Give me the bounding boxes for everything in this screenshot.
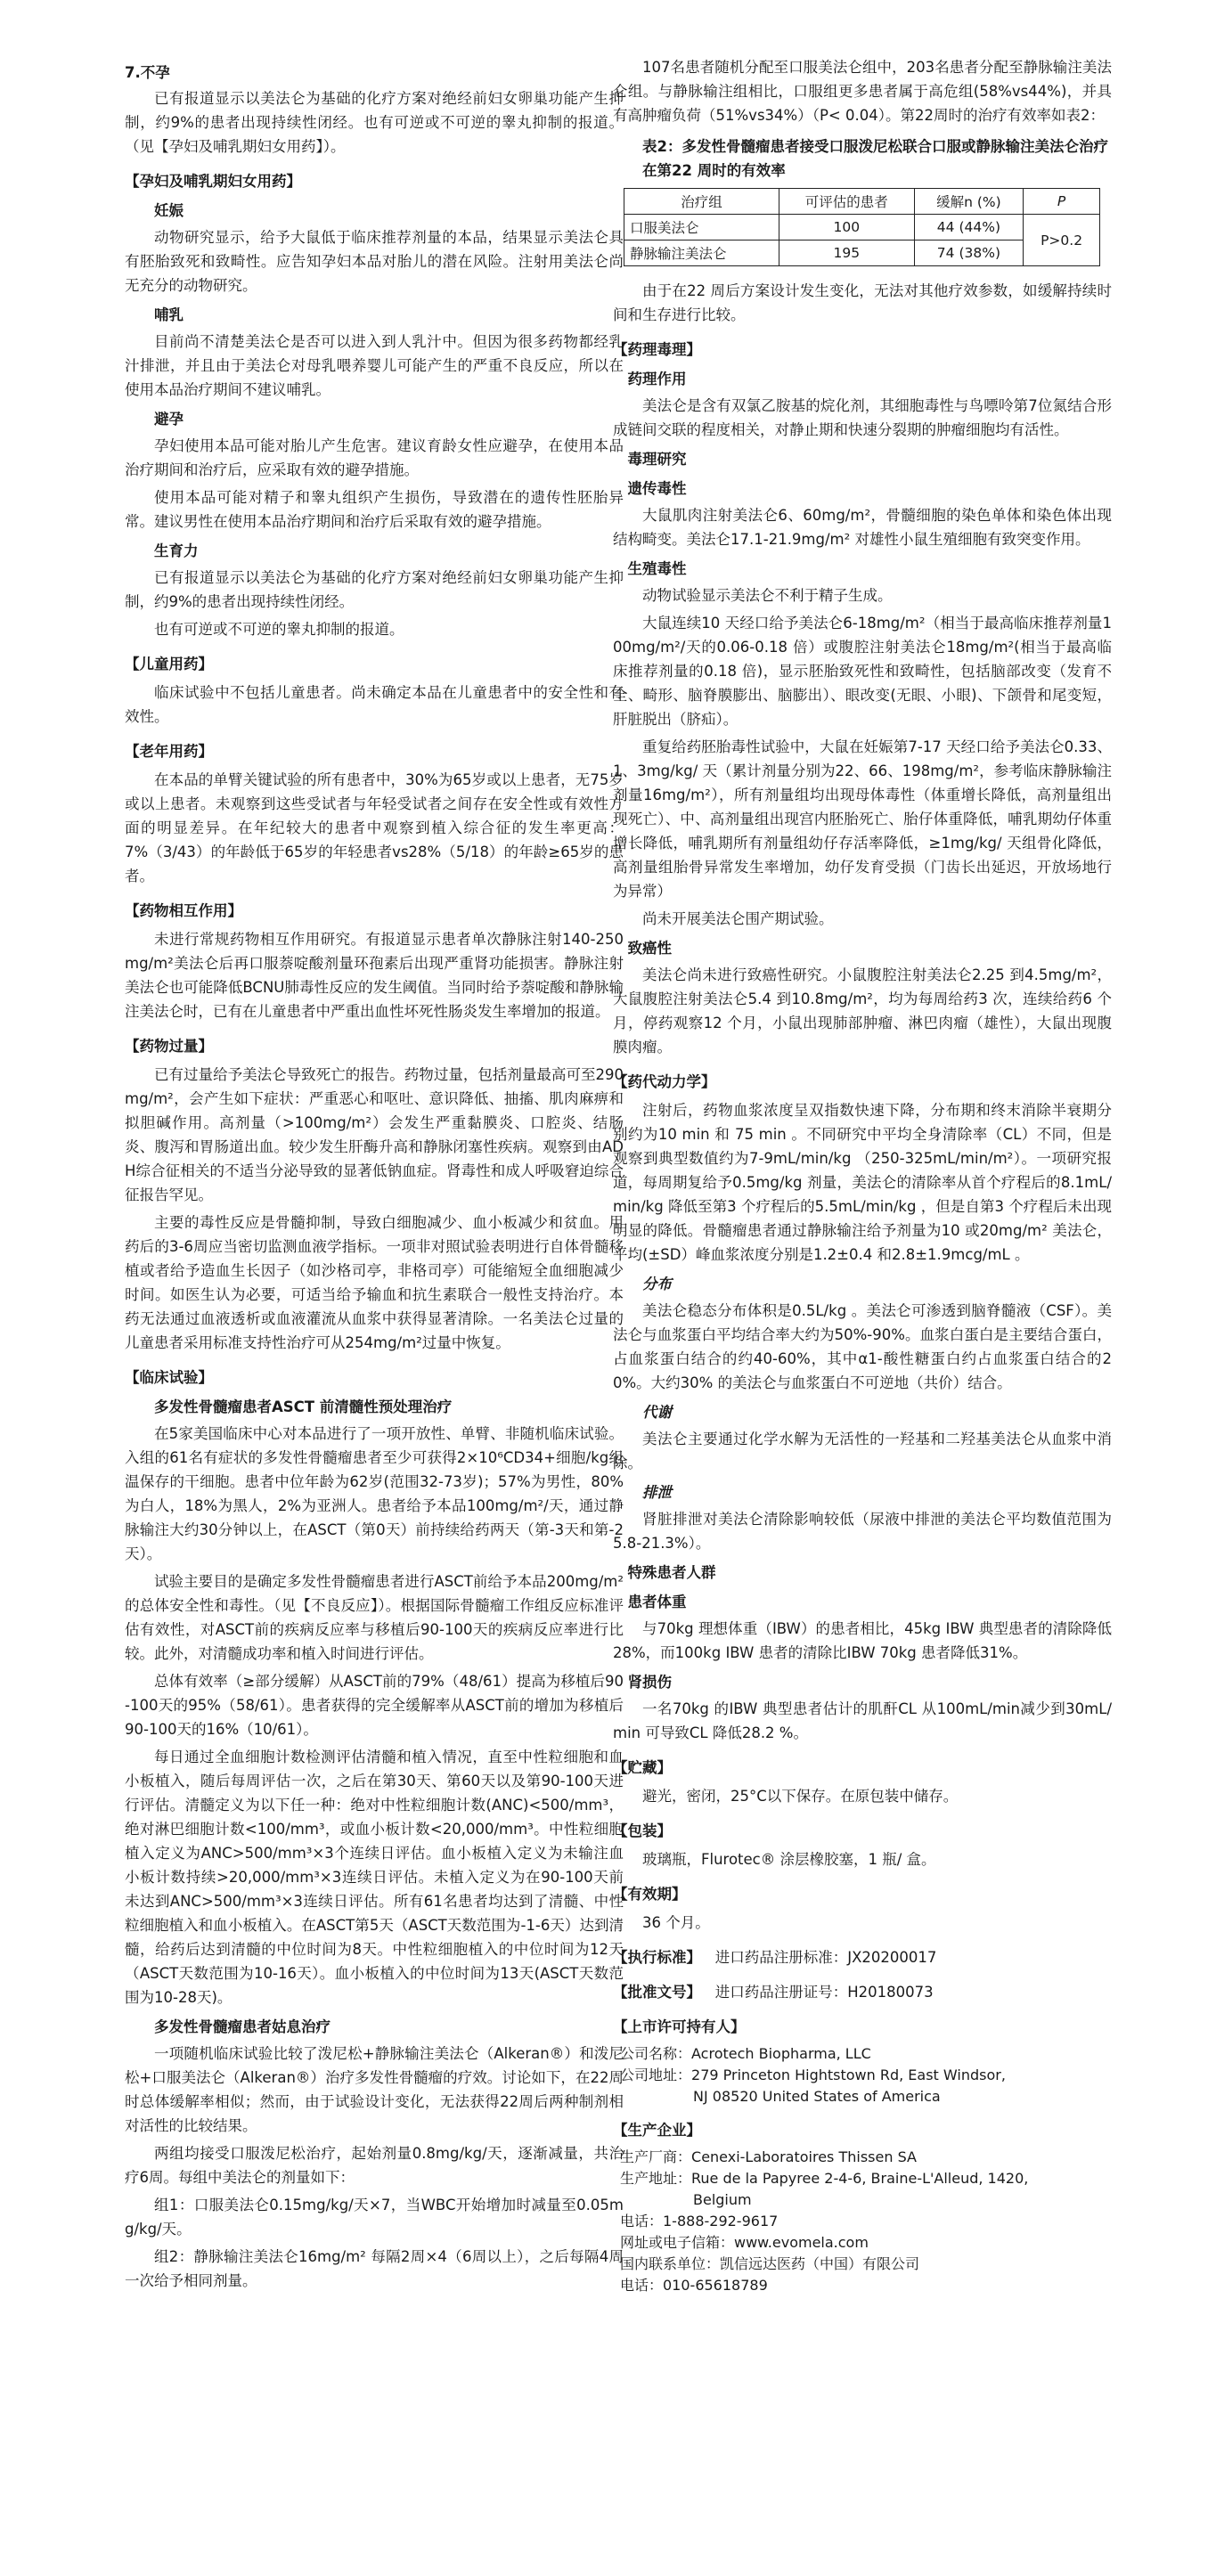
subheading-contraception: 避孕 [154,411,184,428]
table-title: 表2：多发性骨髓瘤患者接受口服泼尼松联合口服或静脉输注美法仑治疗在第22 周时的有效率 [642,138,1108,179]
subheading-lactation: 哺乳 [154,306,184,323]
table-cell: 静脉输注美法仑 [624,240,779,266]
paragraph: 孕妇使用本品可能对胎儿产生危害。建议育龄女性应避孕，在使用本品治疗期间和治疗后，应采取有效的避孕措施。 [125,437,624,478]
paragraph: 已有过量给予美法仑导致死亡的报告。药物过量，包括剂量最高可至290mg/m²，会产生如下症状：严重恶心和呕吐、意识降低、抽搐、肌肉麻痹和拟胆碱作用。高剂量（>100mg/m²）会发生严重黏膜炎、口腔炎、结肠炎、腹泻和胃肠道出血。较少发生肝酶升高和静脉闭塞性疾病。观察到由ADH综合征相关的不适当分泌导致的显著低钠血症。肾毒性和成人呼吸窘迫综合征报告罕见。 [125,1066,624,1203]
paragraph: 动物试验显示美法仑不利于精子生成。 [642,587,893,604]
subheading-pregnancy: 妊娠 [154,202,184,219]
table-header-cell: P [1024,189,1100,215]
paragraph: 36 个月。 [642,1914,710,1931]
paragraph: 使用本品可能对精子和睾丸组织产生损伤，导致潜在的遗传性胚胎异常。建议男性在使用本品治疗期间和治疗后采取有效的避孕措施。 [125,489,624,530]
subheading-reproductive: 生殖毒性 [627,560,687,577]
paragraph: 每日通过全血细胞计数检测评估清髓和植入情况，直至中性粒细胞和血小板植入，随后每周评估一次，之后在第30天、第60天以及第90-100天进行评估。清髓定义为以下任一种：绝对中性粒细胞计数(ANC)<500/mm³，绝对淋巴细胞计数<100/mm³，或血小板计数<20,000/mm³。中性粒细胞植入定义为ANC>500/mm³×3个连续日评估。血小板植入定义为未输注血小板计数持续>20,000/mm³×3连续日评估。未植入定义为在90-100天前未达到ANC>500/mm³×3连续日评估。所有61名患者均达到了清髓、中性粒细胞植入和血小板植入。在ASCT第5天（ASCT天数范围为-1-6天）达到清髓，给药后达到清髓的中位时间为8天。中性粒细胞植入的中位时间为12天（ASCT天数范围为10-16天）。血小板植入的中位时间为13天(ASCT天数范围为10-28天)。 [125,1749,624,2006]
subheading-renal-impairment: 肾损伤 [627,1674,672,1691]
subheading-asct: 多发性骨髓瘤患者ASCT 前清髓性预处理治疗 [154,1398,453,1415]
table-cell: 44 (44%) [914,215,1023,240]
mah-name-line [613,2043,1112,2065]
paragraph: 临床试验中不包括儿童患者。尚未确定本品在儿童患者中的安全性和有效性。 [125,684,624,725]
section-pharmacokinetics-heading: 【药代动力学】 [613,1073,716,1090]
section-geriatric-heading: 【老年用药】 [125,743,213,760]
subheading-genotoxicity: 遗传毒性 [627,480,687,497]
paragraph: 与70kg 理想体重（IBW）的患者相比，45kg IBW 典型患者的清除降低28%，而100kg IBW 患者的清除比IBW 70kg 患者降低31%。 [613,1620,1112,1661]
subheading-distribution: 分布 [642,1276,672,1292]
paragraph: 重复给药胚胎毒性试验中，大鼠在妊娠第7-17 天经口给予美法仑0.33、1、3mg/kg/ 天（累计剂量分别为22、66、198mg/m²，参考临床静脉输注剂量16mg/m²），所有剂量组均出现母体毒性（体重增长降低，高剂量组出现死亡）、中、高剂量组出现宫内胚胎死亡、胎仔体重降低，哺乳期幼仔体重增长降低，哺乳期所有剂量组幼仔存活率降低，≥1mg/kg/ 天组骨化降低，高剂量组胎骨异常发生率增加，幼仔发育受损（门齿长出延迟，开放场地行为异常） [613,738,1112,900]
standard-label: 【执行标准】 [613,1949,701,1966]
table-cell: 74 (38%) [914,240,1023,266]
section-manufacturer-heading: 【生产企业】 [613,2122,701,2139]
section-interactions-heading: 【药物相互作用】 [125,902,242,919]
mah-address-label: 公司地址： [620,2067,692,2083]
mfr-address-label: 生产地址： [620,2170,692,2187]
paragraph: 动物研究显示，给予大鼠低于临床推荐剂量的本品，结果显示美法仑具有胚胎致死和致畸性。应告知孕妇本品对胎儿的潜在风险。注射用美法仑尚无充分的动物研究。 [125,229,624,294]
paragraph: 目前尚不清楚美法仑是否可以进入到人乳汁中。但因为很多药物都经乳汁排泄，并且由于美法仑对母乳喂养婴儿可能产生的严重不良反应，所以在使用本品治疗期间不建议哺乳。 [125,333,624,398]
paragraph: 也有可逆或不可逆的睾丸抑制的报道。 [154,621,404,638]
paragraph: 主要的毒性反应是骨髓抑制，导致白细胞减少、血小板减少和贫血。用药后的3-6周应当密切监测血液学指标。一项非对照试验表明进行自体骨髓移植或者给予造血生长因子（如沙格司亭，非格司亭）可能缩短全血细胞减少时间。如医生认为必要，可适当给予输血和抗生素联合一般性支持治疗。本药无法通过血液透析或血液灌流从血浆中获得显著清除。一名美法仑过量的儿童患者采用标准支持性治疗可从254mg/m²过量中恢复。 [125,1214,624,1351]
subheading-carcinogenicity: 致癌性 [627,940,672,957]
paragraph: 在5家美国临床中心对本品进行了一项开放性、单臂、非随机临床试验。入组的61名有症状的多发性骨髓瘤患者至少可获得2×10⁶CD34+细胞/kg组温保存的干细胞。患者中位年龄为62岁(范围32-73岁)；57%为男性，80%为白人，18%为黑人，2%为亚洲人。患者给予本品100mg/m²/天，通过静脉输注大约30分钟以上，在ASCT（第0天）前持续给药两天（第-3天和第-2天）。 [125,1425,624,1562]
mfr-address-1: Rue de la Papyree 2-4-6, Braine-L'Alleud, 1420, [691,2170,1029,2187]
mfr-name-line [613,2147,1112,2168]
section-shelf-life-heading: 【有效期】 [613,1886,687,1903]
table-row [624,215,1100,240]
mfr-phone: 电话：1-888-292-9617 [620,2213,779,2230]
mfr-china-phone: 电话：010-65618789 [620,2277,768,2294]
paragraph: 由于在22 周后方案设计发生变化，无法对其他疗效参数，如缓解持续时间和生存进行比较。 [613,282,1112,323]
section-clinical-trials-heading: 【临床试验】 [125,1369,213,1386]
subheading-fertility: 生育力 [154,542,199,559]
paragraph: 总体有效率（≥部分缓解）从ASCT前的79%（48/61）提高为移植后90-100天的95%（58/61）。患者获得的完全缓解率从ASCT前的增加为移植后90-100天的16%（10/61）。 [125,1673,624,1738]
paragraph: 未进行常规药物相互作用研究。有报道显示患者单次静脉注射140-250mg/m²美法仑后再口服萘啶酸剂量环孢素后出现严重肾功能损害。静脉注射美法仑也可能降低BCNU肺毒性反应的发生阈值。当同时给予萘啶酸和静脉输注美法仑时，已有在儿童患者中严重出血性坏死性肠炎发生率增加的报道。 [125,931,624,1020]
mfr-address-line [613,2168,1112,2189]
paragraph: 肾脏排泄对美法仑清除影响较低（尿液中排泄的美法仑平均数值范围为5.8-21.3%）。 [613,1511,1112,1552]
section-packaging-heading: 【包装】 [613,1822,672,1839]
paragraph: 美法仑稳态分布体积是0.5L/kg 。美法仑可渗透到脑脊髓液（CSF）。美法仑与血浆蛋白平均结合率大约为50%-90%。血浆白蛋白是主要结合蛋白，占血浆蛋白结合的约40-60%，其中α1-酸性糖蛋白约占血浆蛋白结合的20%。大约30% 的美法仑与血浆蛋白不可逆地（共价）结合。 [613,1302,1112,1391]
mfr-china-contact: 国内联系单位：凯信远达医药（中国）有限公司 [620,2255,920,2272]
paragraph: 已有报道显示以美法仑为基础的化疗方案对绝经前妇女卵巢功能产生抑制，约9%的患者出现持续性闭经。 [125,569,624,610]
mah-name: Acrotech Biopharma, LLC [691,2045,871,2062]
paragraph: 两组均接受口服泼尼松治疗，起始剂量0.8mg/kg/天，逐渐减量，共治疗6周。每组中美法仑的剂量如下： [125,2145,624,2186]
mfr-name-label: 生产厂商： [620,2148,692,2165]
paragraph: 注射后，药物血浆浓度呈双指数快速下降，分布期和终末消除半衰期分别约为10 min 和 75 min 。不同研究中平均全身清除率（CL）不同，但是观察到典型数值约为7-9mL/min/kg （250-325mL/min/m²）。一项研究报道，每周期复给予0.5mg/kg 剂量，美法仑的清除率从首个疗程后的8.1mL/min/kg 降低至第3 个疗程后的5.5mL/min/kg ，但是自第3 个疗程后未出现明显的降低。骨髓瘤患者通过静脉输注给予剂量为10 或20mg/m² 美法仑，平均(±SD）峰血浆浓度分别是1.2±0.4 和2.8±1.9mcg/mL 。 [613,1102,1112,1263]
mfr-address-2: Belgium [693,2191,752,2208]
paragraph: 美法仑主要通过化学水解为无活性的一羟基和二羟基美法仑从血浆中消除。 [613,1431,1112,1471]
paragraph: 107名患者随机分配至口服美法仑组中，203名患者分配至静脉输注美法仑组。与静脉输注组相比，口服组更多患者属于高危组(58%vs44%)，并具有高肿瘤负荷（51%vs34%）（P< 0.04）。第22周时的治疗有效率如表2： [613,59,1112,124]
paragraph: 大鼠肌肉注射美法仑6、60mg/m²，骨髓细胞的染色单体和染色体出现结构畸变。美法仑17.1-21.9mg/m² 对雄性小鼠生殖细胞有致突变作用。 [613,507,1112,548]
subheading-palliative: 多发性骨髓瘤患者姑息治疗 [154,2018,331,2035]
subheading-mechanism: 药理作用 [627,371,687,387]
standard-value: 进口药品注册标准：JX20200017 [714,1949,937,1966]
paragraph-group-1: 组1：口服美法仑0.15mg/kg/天×7，当WBC开始增加时减量至0.05mg/kg/天。 [125,2197,624,2238]
paragraph: 尚未开展美法仑围产期试验。 [642,910,834,927]
approval-value: 进口药品注册证号：H20180073 [714,1984,934,2001]
approval-label: 【批准文号】 [613,1984,701,2001]
subheading-special-populations: 特殊患者人群 [627,1564,716,1581]
paragraph: 在本品的单臂关键试验的所有患者中，30%为65岁或以上患者，无75岁或以上患者。未观察到这些受试者与年轻受试者之间存在安全性或有效性方面的明显差异。在年纪较大的患者中观察到植入综合征的发生率更高：7%（3/43）的年龄低于65岁的年轻患者vs28%（5/18）的年龄≥65岁的患者。 [125,771,624,884]
subheading-toxicology: 毒理研究 [627,451,687,468]
response-rate-table [624,188,1100,266]
table-cell-p-value: P>0.2 [1024,215,1100,266]
section-approval-heading [613,1980,1112,2004]
paragraph: 美法仑是含有双氯乙胺基的烷化剂，其细胞毒性与鸟嘌呤第7位氮结合形成链间交联的程度相关，对静止期和快速分裂期的肿瘤细胞均有活性。 [613,397,1112,438]
paragraph: 避光，密闭，25°C以下保存。在原包装中储存。 [642,1788,959,1805]
section-overdose-heading: 【药物过量】 [125,1038,213,1055]
mah-address-line [613,2065,1112,2086]
section-standard-heading [613,1945,1112,1969]
table-cell: 100 [779,215,914,240]
table-header-cell: 可评估的患者 [779,189,914,215]
subheading-excretion: 排泄 [642,1484,672,1501]
mah-address-1: 279 Princeton Hightstown Rd, East Windsor, [691,2067,1006,2083]
mah-address-2: NJ 08520 United States of America [693,2088,941,2105]
section-storage-heading: 【贮藏】 [613,1759,672,1776]
mfr-website: 网址或电子信箱：www.evomela.com [620,2234,869,2251]
right-column [613,55,1112,2296]
paragraph: 大鼠连续10 天经口给予美法仑6-18mg/m²（相当于最高临床推荐剂量100mg/m²/天的0.06-0.18 倍）或腹腔注射美法仑18mg/m²(相当于最高临床推荐剂量的0.18 倍)，显示胚胎致死性和致畸性，包括脑部改变（发育不全、畸形、脑脊膜膨出、脑膨出）、眼改变(无眼、小眼)、下颌骨和尾变短，肝脏脱出（脐疝）。 [613,615,1112,728]
section-pediatric-heading: 【儿童用药】 [125,656,213,673]
section-pregnancy-heading: 【孕妇及哺乳期妇女用药】 [125,173,301,190]
mfr-name: Cenexi-Laboratoires Thissen SA [691,2148,917,2165]
left-column [125,55,624,2296]
section-infertility-title: 7.不孕 [125,64,170,81]
paragraph: 一项随机临床试验比较了泼尼松+静脉输注美法仑（Alkeran®）和泼尼松+口服美法仑（Alkeran®）治疗多发性骨髓瘤的疗效。讨论如下，在22周时总体缓解率相似；然而，由于试验设计变化，无法获得22周后两种制剂相对活性的比较结果。 [125,2045,624,2134]
paragraph-group-2: 组2：静脉输注美法仑16mg/m² 每隔2周×4（6周以上），之后每隔4周一次给予相同剂量。 [125,2248,624,2289]
paragraph: 已有报道显示以美法仑为基础的化疗方案对绝经前妇女卵巢功能产生抑制，约9%的患者出现持续性闭经。也有可逆或不可逆的睾丸抑制的报道。（见【孕妇及哺乳期妇女用药】）。 [125,90,624,155]
section-mah-heading: 【上市许可持有人】 [613,2018,746,2035]
paragraph: 玻璃瓶，Flurotec® 涂层橡胶塞，1 瓶/ 盒。 [642,1851,936,1868]
subheading-metabolism: 代谢 [642,1404,672,1421]
table-cell: 195 [779,240,914,266]
paragraph: 试验主要目的是确定多发性骨髓瘤患者进行ASCT前给予本品200mg/m²的总体安全性和毒性。（见【不良反应】）。根据国际骨髓瘤工作组反应标准评估有效性，对ASCT前的疾病反应率与移植后90-100天的疾病反应率进行比较。此外，对清髓成功率和植入时间进行评估。 [125,1573,624,1662]
subheading-body-weight: 患者体重 [627,1594,687,1610]
table-header-cell: 缓解n (%) [914,189,1023,215]
table-header-cell: 治疗组 [624,189,779,215]
section-pharmacology-heading: 【药理毒理】 [613,341,701,358]
paragraph: 美法仑尚未进行致癌性研究。小鼠腹腔注射美法仑2.25 到4.5mg/m²，大鼠腹腔注射美法仑5.4 到10.8mg/m²，均为每周给药3 次，连续给药6 个月，停药观察12 个月，小鼠出现肺部肿瘤、淋巴肉瘤（雄性），大鼠出现腹膜肉瘤。 [613,966,1112,1056]
table-cell: 口服美法仑 [624,215,779,240]
table-header-row [624,189,1100,215]
mah-name-label: 公司名称： [620,2045,692,2062]
paragraph: 一名70kg 的IBW 典型患者估计的肌酐CL 从100mL/min减少到30mL/min 可导致CL 降低28.2 %。 [613,1700,1112,1741]
